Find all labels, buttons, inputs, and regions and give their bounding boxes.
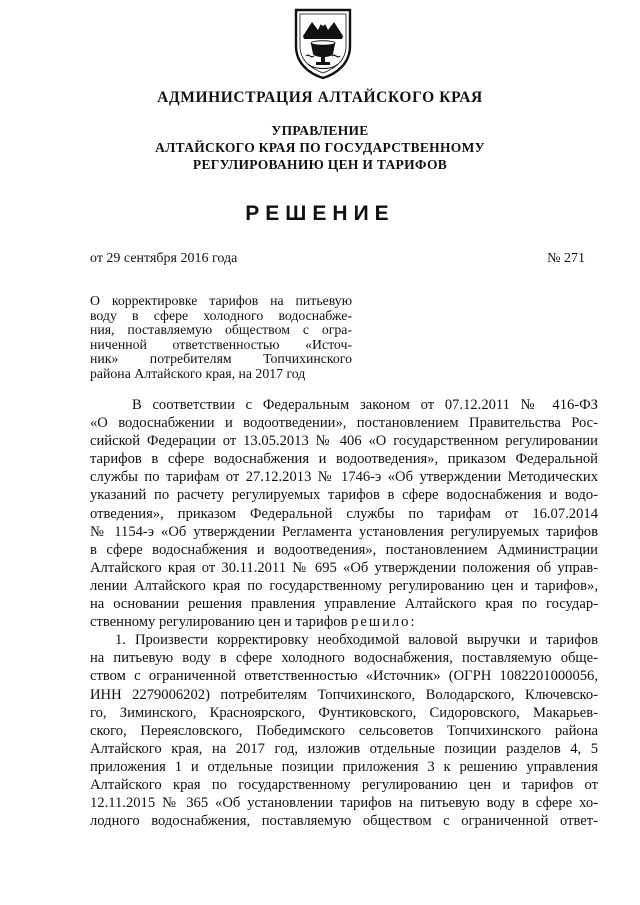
body-line: отведения», приказом Федеральной службы по тарифам от 16.07.2014	[90, 505, 598, 522]
document-subject	[90, 294, 352, 381]
body-line: Алтайского края от 30.11.2011 № 695 «Об утверждении положения об управ-	[90, 559, 598, 576]
item-1-line: 12.11.2015 № 365 «Об установлении тарифов на питьевую воду в сфере хо-	[90, 795, 598, 812]
body-line: В соответствии с Федеральным законом от 07.12.2011 № 416-ФЗ	[132, 397, 598, 413]
body-line: ственному регулированию цен и тарифов	[90, 614, 348, 631]
item-1-line: 1. Произвести корректировку необходимой валовой выручки и тарифов	[115, 632, 598, 649]
item-1-line: Алтайского края по государственному регулированию цен и тарифов от	[90, 776, 598, 793]
document-date: от 29 сентября 2016 года	[90, 251, 238, 266]
department-title-line-3: РЕГУЛИРОВАНИЮ ЦЕН И ТАРИФОВ	[192, 157, 448, 172]
item-1-line: ИНН 2279006202) потребителям Топчихинского, Володарского, Ключевско-	[90, 686, 598, 703]
body-line: тарифов в сфере водоснабжения и водоотведения», приказом Федеральной	[90, 451, 598, 468]
body-line: № 1154-э «Об утверждении Регламента установления регулируемых тарифов	[90, 523, 598, 540]
body-line: указаний по расчету регулируемых тарифов в сфере водоснабжения и водо-	[90, 487, 598, 504]
document-number: № 271	[547, 251, 585, 266]
body-line: «О водоснабжении и водоотведении», постановлением Правительства Рос-	[90, 415, 598, 432]
subject-line: района Алтайского края, на 2017 год	[90, 365, 306, 381]
body-line: лении Алтайского края по государственному регулированию цен и тарифов»,	[90, 577, 598, 594]
item-1-line: Алтайского края, на 2017 год, изложив отдельные позиции разделов 4, 5	[90, 740, 598, 757]
body-line: службы по тарифам от 27.12.2013 № 1746-э «Об утверждении Методических	[90, 469, 598, 486]
item-1-line: ством с ограниченной ответственностью «Источник» (ОГРН 1082201000056,	[90, 668, 598, 685]
coat-of-arms-emblem	[292, 6, 354, 80]
item-1-line: лодного водоснабжения, поставляемую обществом с ограниченной ответ-	[90, 813, 598, 830]
department-title-line-2: АЛТАЙСКОГО КРАЯ ПО ГОСУДАРСТВЕННОМУ	[155, 140, 485, 155]
subject-line: ниченной ответственностью «Источ-	[90, 336, 352, 352]
item-1-line: на питьевую воду в сфере холодного водоснабжения, поставляемую обще-	[90, 650, 598, 667]
subject-line: ник» потребителям Топчихинского	[90, 351, 352, 366]
document-body	[90, 396, 598, 830]
body-line: сийской Федерации от 13.05.2013 № 406 «О государственном регулировании	[90, 433, 598, 450]
resolved-word: решило:	[351, 614, 417, 631]
subject-line: О корректировке тарифов на питьевую	[90, 293, 352, 308]
body-line-resolved	[90, 613, 598, 631]
document-type-heading: РЕШЕНИЕ	[245, 202, 395, 225]
administration-title: АДМИНИСТРАЦИЯ АЛТАЙСКОГО КРАЯ	[157, 89, 483, 106]
body-line: в сфере водоснабжения и водоотведения», постановлением Администрации	[90, 541, 598, 558]
subject-line: воду в сфере холодного водоснабже-	[90, 307, 352, 323]
item-1-line: го, Зиминского, Красноярского, Фунтиковского, Сидоровского, Макарьев-	[90, 704, 598, 721]
item-1-line: приложения 1 и отдельные позиции приложения 3 к решению управления	[90, 758, 598, 775]
department-title-line-1: УПРАВЛЕНИЕ	[271, 123, 369, 138]
subject-line: ния, поставляемую обществом с огра-	[90, 322, 352, 337]
item-1-line: ского, Переясловского, Победимского сельсоветов Топчихинского района	[90, 722, 598, 739]
body-line: на основании решения правления управление Алтайского края по государ-	[90, 596, 598, 613]
